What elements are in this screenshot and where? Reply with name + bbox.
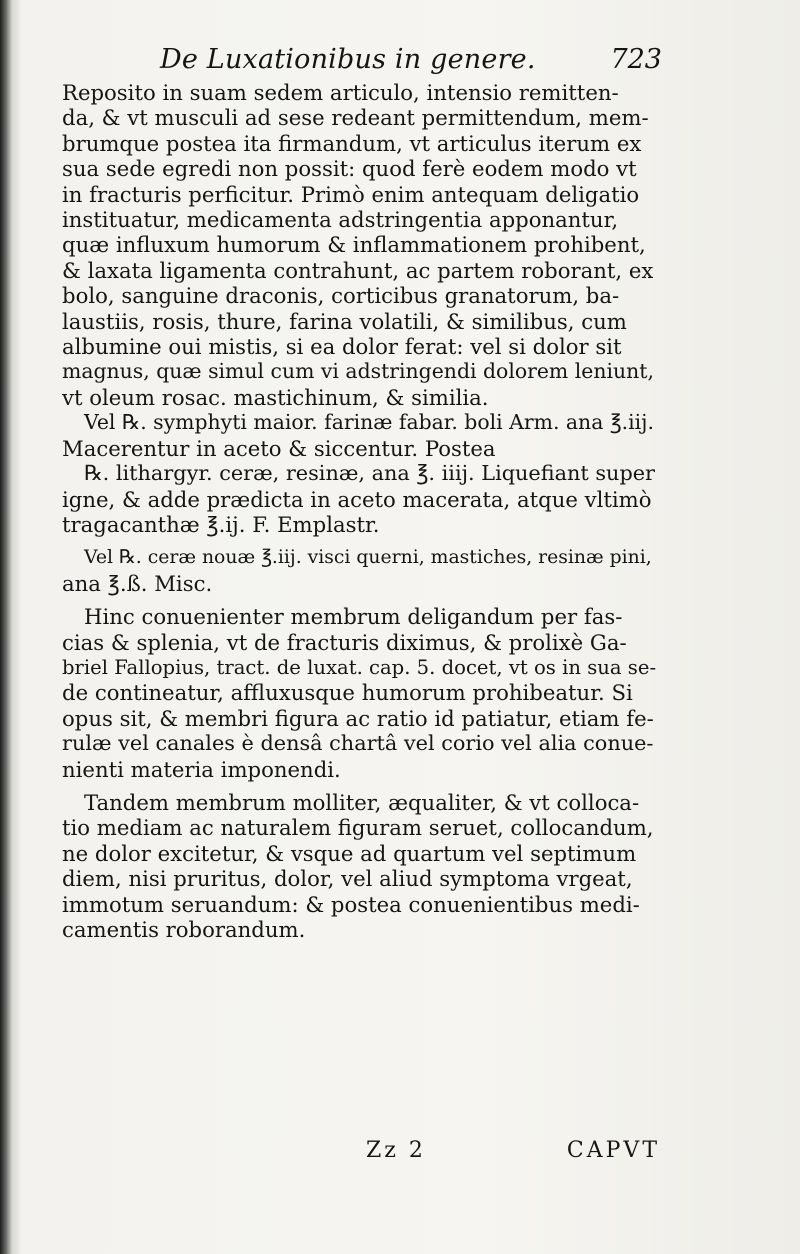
- text-line: immotum seruandum: & postea conuenientibus medi-: [62, 891, 640, 917]
- catchword: CAPVT: [566, 1138, 660, 1163]
- text-line: Vel ℞. symphyti maior. farinæ fabar. boli Arm. ana ℥.iij.: [84, 410, 654, 435]
- text-line: magnus, quæ simul cum vi adstringendi dolorem leniunt,: [62, 359, 654, 384]
- text-line: instituatur, medicamenta adstringentia apponantur,: [62, 207, 619, 233]
- text-line: Vel ℞. ceræ nouæ ℥.iij. visci querni, mastiches, resinæ pini,: [84, 547, 652, 569]
- text-line: Tandem membrum molliter, æqualiter, & vt colloca-: [84, 789, 640, 815]
- recipe-cerae: [62, 545, 660, 596]
- text-line: opus sit, & membri figura ac ratio id patiatur, etiam fe-: [62, 705, 654, 731]
- text-line: Reposito in suam sedem articulo, intensio remitten-: [62, 80, 619, 105]
- paragraph-hinc: [62, 604, 660, 782]
- recipe-lithargyr: [62, 461, 660, 537]
- text-line: vt oleum rosac. mastichinum, & similia.: [62, 384, 489, 410]
- body-text: [62, 80, 660, 942]
- text-line: ℞. lithargyr. ceræ, resinæ, ana ℥. iiij. Liquefiant super: [84, 461, 656, 486]
- page-number: 723: [610, 44, 662, 75]
- text-line: laustiis, rosis, thure, farina volatili, & similibus, cum: [62, 308, 627, 334]
- running-header: [62, 44, 662, 80]
- page-footer: [62, 1138, 660, 1172]
- text-line: tio mediam ac naturalem figuram seruet, collocandum,: [62, 815, 654, 841]
- text-line: de contineatur, affluxusque humorum prohibeatur. Si: [62, 680, 633, 706]
- text-line: da, & vt musculi ad sese redeant permittendum, mem-: [62, 105, 649, 131]
- signature-mark: Zz 2: [366, 1138, 426, 1163]
- paragraph-reposito: [62, 80, 660, 410]
- text-line: & laxata ligamenta contrahunt, ac partem roborant, ex: [62, 257, 654, 283]
- text-line: sua sede egredi non possit: quod ferè eodem modo vt: [62, 156, 637, 182]
- running-title: De Luxationibus in genere.: [160, 44, 536, 75]
- text-line: albumine oui mistis, si ea dolor ferat: vel si dolor sit: [62, 334, 622, 360]
- text-line: in fracturis perficitur. Primò enim antequam deligatio: [62, 181, 640, 207]
- text-line: briel Fallopius, tract. de luxat. cap. 5. docet, vt os in sua se-: [62, 655, 657, 679]
- text-line: Hinc conuenienter membrum deligandum per fas-: [84, 604, 623, 630]
- text-line: nienti materia imponendi.: [62, 756, 341, 782]
- text-line: camentis roborandum.: [62, 917, 306, 942]
- text-line: ana ℥.ß. Misc.: [62, 570, 213, 596]
- text-line: quæ influxum humorum & inflammationem prohibent,: [62, 232, 646, 258]
- recipe-symphyti: [62, 410, 660, 461]
- text-line: ne dolor excitetur, & vsque ad quartum vel septimum: [62, 840, 637, 866]
- text-line: diem, nisi pruritus, dolor, vel aliud symptoma vrgeat,: [62, 866, 633, 892]
- paragraph-tandem: [62, 790, 660, 942]
- text-line: igne, & adde prædicta in aceto macerata, atque vltimò: [62, 486, 652, 512]
- text-line: rulæ vel canales è densâ chartâ vel corio vel alia conue-: [62, 731, 654, 756]
- text-line: bolo, sanguine draconis, corticibus granatorum, ba-: [62, 283, 620, 309]
- text-line: brumque postea ita firmandum, vt articulus iterum ex: [62, 130, 642, 156]
- text-line: cias & splenia, vt de fracturis diximus, & prolixè Ga-: [62, 629, 627, 655]
- text-line: Macerentur in aceto & siccentur. Postea: [62, 435, 496, 461]
- text-line: tragacanthæ ℥.ij. F. Emplastr.: [62, 511, 380, 537]
